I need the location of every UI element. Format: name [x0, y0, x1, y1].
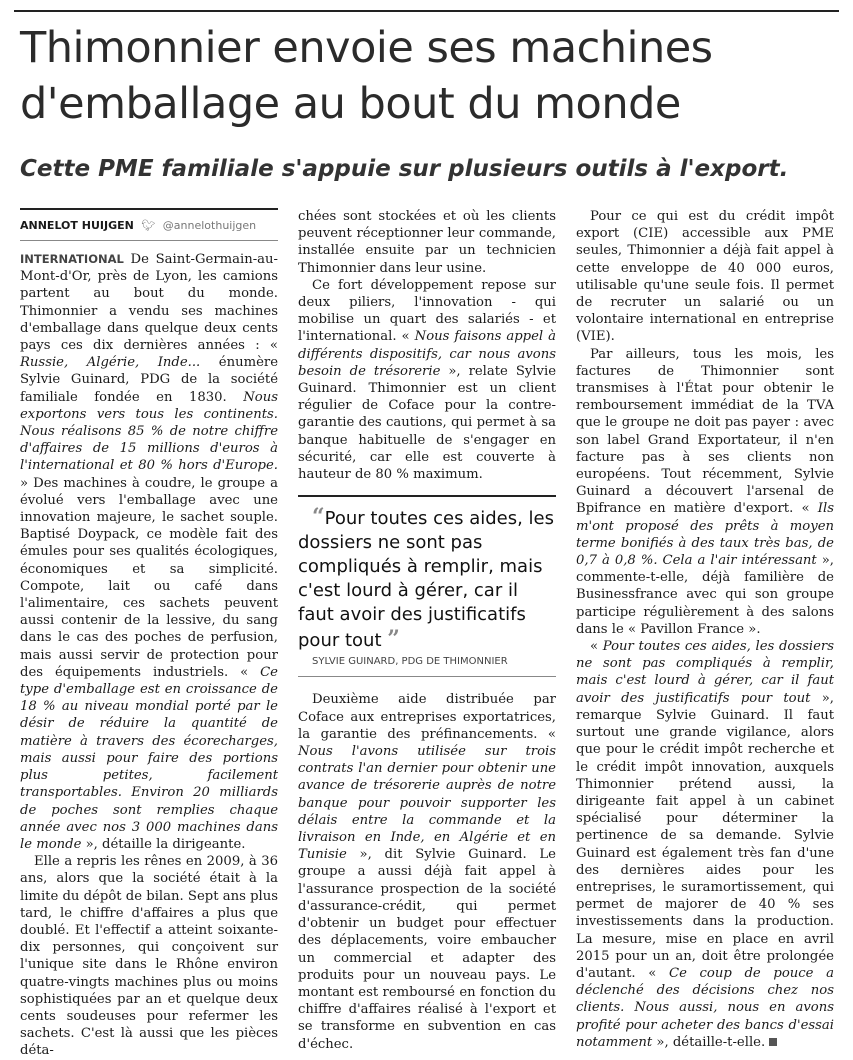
end-of-article-icon — [769, 1038, 777, 1046]
paragraph: Pour ce qui est du crédit impôt export (CIE) accessible aux PME seules, Thimonnier a déjà fait appel à cette enveloppe de 40 000 euros, utilisable qu'une seule fois. Il permet de recruter un salarié ou un volontaire international en entreprise (VIE). — [576, 209, 834, 345]
article-headline: Thimonnier envoie ses machines d'emballage au bout du monde — [20, 23, 713, 129]
pull-quote-text: “Pour toutes ces aides, les dossiers ne sont pas compliqués à remplir, mais c'est lourd à gérer, car il faut avoir des justificatifs pour tout ” — [298, 504, 554, 653]
column-3 — [576, 208, 834, 1051]
top-rule — [14, 10, 839, 12]
paragraph: INTERNATIONAL De Saint-Germain-au-Mont-d'Or, près de Lyon, les camions partent au bout du monde. Thimonnier a vendu ses machines d'emballage dans quelque deux cents pays ces dix dernières années : « Russie, Algérie, Inde... énumère Sylvie Guinard, PDG de la société familiale fondée en 1830. Nous exportons vers tous les continents. Nous réalisons 85 % de notre chiffre d'affaires de 15 millions d'euros à l'international et 80 % hors d'Europe. » Des machines à coudre, le groupe a évolué vers l'emballage avec une innovation majeure, le sachet souple. Baptisé Doypack, ce modèle fait des émules pour ses qualités écologiques, économiques et sa simplicité. Compote, lait ou café dans l'alimentaire, ces sachets peuvent aussi contenir de la lessive, du sang dans le cas des poches de perfusion, mais aussi servir de protection pour des équipements industriels. « Ce type d'emballage est en croissance de 18 % au niveau mondial porté par le désir de réduire la quantité de matière à travers des écorecharges, mais aussi pour faire des portions plus petites, facilement transportables. Environ 20 milliards de poches sont remplies chaque année avec nos 3 000 machines dans le monde », détaille la dirigeante. — [20, 252, 278, 852]
author-name: ANNELOT HUIJGEN — [20, 219, 134, 232]
paragraph: Elle a repris les rênes en 2009, à 36 ans, alors que la société était à la limite du dépôt de bilan. Sept ans plus tard, le chiffre d'affaires a plus que doublé. Et l'effectif a atteint soixante-dix personnes, qui conçoivent sur l'unique site dans le Rhône environ quatre-vingts machines plus ou moins sophistiquées par an et quelque deux cents soudeuses pour refermer les sachets. C'est là aussi que les pièces déta- — [20, 854, 278, 1059]
column-2 — [298, 208, 556, 1053]
pull-quote-credit: SYLVIE GUINARD, PDG DE THIMONNIER — [312, 656, 508, 668]
paragraph: Deuxième aide distribuée par Coface aux entreprises exportatrices, la garantie des préfinancements. « Nous l'avons utilisée sur trois contrats l'an dernier pour obtenir une avance de trésorerie auprès de notre banque pour pouvoir supporter les délais entre la commande et la livraison en Inde, en Algérie et en Tunisie », dit Sylvie Guinard. Le groupe a aussi déjà fait appel à l'assurance prospection de la société d'assurance-crédit, qui permet d'obtenir un budget pour effectuer des déplacements, voire embaucher un commercial et adapter des produits pour un nouveau pays. Le montant est remboursé en fonction du chiffre d'affaires réalisé à l'export et se transforme en subvention en cas d'échec. — [298, 692, 556, 1052]
paragraph: chées sont stockées et où les clients peuvent réceptionner leur commande, installée ensuite par un technicien Thimonnier dans leur usine. — [298, 209, 556, 276]
close-quote-icon: ” — [387, 626, 400, 653]
article-subtitle: Cette PME familiale s'appuie sur plusieurs outils à l'export. — [20, 156, 789, 182]
open-quote-icon: “ — [312, 504, 325, 531]
section-kicker: INTERNATIONAL — [20, 252, 124, 266]
pull-quote — [298, 495, 556, 677]
twitter-bird-icon: 🐦︎ — [141, 219, 156, 232]
byline — [20, 208, 278, 241]
paragraph: Ce fort développement repose sur deux piliers, l'innovation - qui mobilise un quart des salariés - et l'international. « Nous faisons appel à différents dispositifs, car nous avons besoin de trésorerie », relate Sylvie Guinard. Thimonnier est un client régulier de Coface pour la contre-garantie des cautions, qui permet à sa banque habituelle de s'engager en sécurité, car elle est couverte à hauteur de 80 % maximum. — [298, 277, 557, 483]
paragraph: « Pour toutes ces aides, les dossiers ne sont pas compliqués à remplir, mais c'est lourd à gérer, car il faut avoir des justificatifs pour tout », remarque Sylvie Guinard. Il faut surtout une grande vigilance, alors que pour le crédit impôt recherche et le crédit impôt innovation, auxquels Thimonnier prétend aussi, la dirigeante fait appel à un cabinet spécialisé pour déterminer la pertinence de sa demande. Sylvie Guinard est également très fan d'une des dernières aides pour les entreprises, le suramortissement, qui permet de majorer de 40 % ses investissements dans la production. La mesure, mise en place en avril 2015 pour un an, doit être prolongée d'autant. « Ce coup de pouce a déclenché des décisions chez nos clients. Nous aussi, nous en avons profité pour acheter des bancs d'essai notamment », détaille-t-elle. — [576, 639, 835, 1050]
paragraph: Par ailleurs, tous les mois, les factures de Thimonnier sont transmises à l'État pour obtenir le remboursement immédiat de la TVA que le groupe ne doit pas payer : avec son label Grand Exportateur, il n'en facture pas à ses clients non européens. Tout récemment, Sylvie Guinard a découvert l'arsenal de Bpifrance en matière d'export. « Ils m'ont proposé des prêts à moyen terme bonifiés à des taux très bas, de 0,7 à 0,8 %. Cela a l'air intéressant », commente-t-elle, déjà familière de Businessfrance avec qui son groupe participe régulièrement à des salons dans le « Pavillon France ». — [576, 346, 834, 637]
twitter-handle[interactable]: @annelothuijgen — [162, 219, 257, 232]
column-1 — [20, 208, 278, 1060]
